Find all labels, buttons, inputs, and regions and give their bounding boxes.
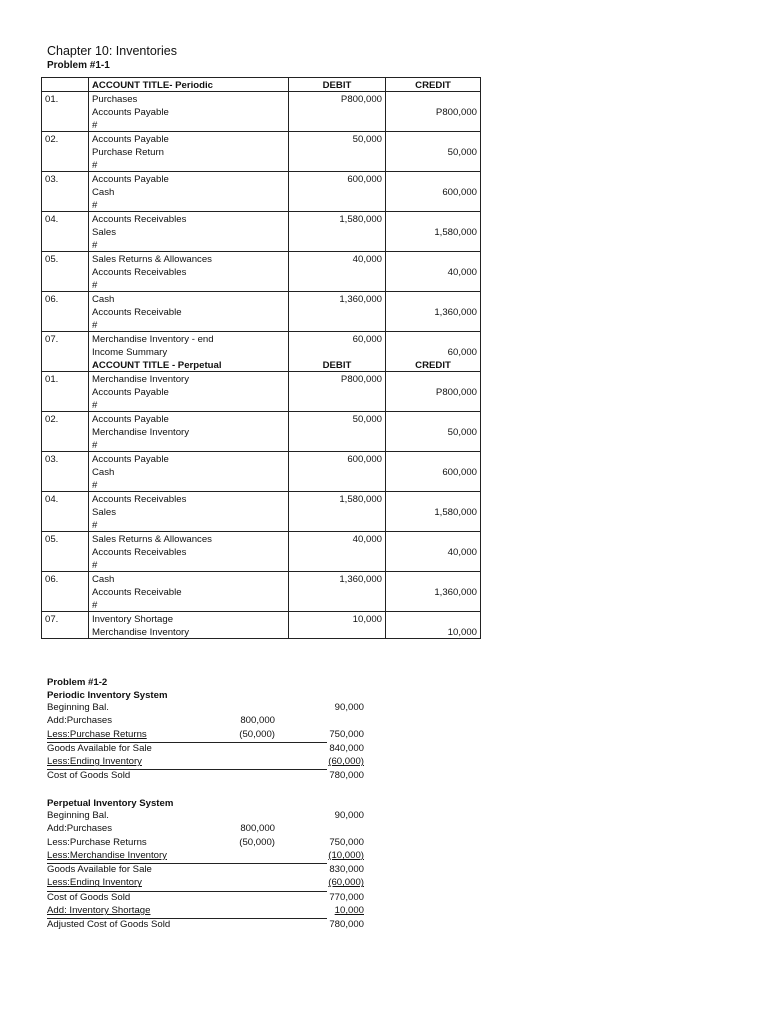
journal-entry-row [42, 252, 481, 266]
entry-number-empty [42, 585, 89, 598]
debit-amount: 600,000 [289, 452, 386, 466]
schedule-subtotal: (50,000) [239, 728, 275, 740]
journal-note-row [42, 398, 481, 412]
periodic-cogs-schedule [47, 676, 364, 784]
entry-number-empty [42, 105, 89, 118]
credit-amount: 1,360,000 [386, 585, 481, 598]
credit-amount: 50,000 [386, 425, 481, 438]
entry-number-empty [42, 518, 89, 532]
credit-account: Accounts Payable [89, 105, 289, 118]
debit-amount-empty [289, 145, 386, 158]
journal-entry-row [42, 105, 481, 118]
schedule-amount: 90,000 [334, 810, 364, 821]
debit-amount: P800,000 [289, 372, 386, 386]
problem-1-2-title: Problem #1-2 [47, 677, 108, 688]
debit-account: Sales Returns & Allowances [89, 252, 289, 266]
credit-account: Cash [89, 465, 289, 478]
debit-amount-empty [289, 425, 386, 438]
entry-number-empty [42, 478, 89, 492]
entry-number: 03. [42, 452, 89, 466]
journal-entry-row [42, 532, 481, 546]
entry-number: 07. [42, 612, 89, 626]
credit-amount-empty [386, 92, 481, 106]
credit-account: Sales [89, 225, 289, 238]
credit-header: CREDIT [386, 78, 481, 92]
entry-number: 04. [42, 212, 89, 226]
entry-note: # [89, 518, 289, 532]
entry-number-cell [42, 78, 89, 92]
schedule-row [47, 810, 364, 823]
credit-amount: P800,000 [386, 385, 481, 398]
periodic-header-row [42, 78, 481, 92]
credit-account: Accounts Receivable [89, 305, 289, 318]
debit-amount-empty [289, 265, 386, 278]
schedule-label: Beginning Bal. [47, 702, 109, 713]
journal-entry-row [42, 345, 481, 358]
journal-entry-row [42, 385, 481, 398]
entry-note: # [89, 158, 289, 172]
debit-amount-empty [289, 105, 386, 118]
perpetual-schedule-rows [47, 810, 364, 933]
journal-note-row [42, 558, 481, 572]
credit-account: Accounts Receivable [89, 585, 289, 598]
credit-amount: 60,000 [386, 345, 481, 358]
debit-account: Cash [89, 572, 289, 586]
credit-amount: 600,000 [386, 185, 481, 198]
journal-entry-row [42, 172, 481, 186]
journal-entry-row [42, 212, 481, 226]
entry-note: # [89, 278, 289, 292]
schedule-label: Cost of Goods Sold [47, 770, 131, 782]
debit-account: Purchases [89, 92, 289, 106]
schedule-label: Less:Purchase Returns [47, 728, 147, 740]
entry-number-empty [42, 505, 89, 518]
journal-note-row [42, 238, 481, 252]
credit-amount-empty [386, 332, 481, 346]
journal-entry-row [42, 572, 481, 586]
credit-header: CREDIT [386, 358, 481, 372]
credit-account: Accounts Receivables [89, 265, 289, 278]
credit-amount-empty [386, 252, 481, 266]
schedule-subtotal: (50,000) [239, 836, 275, 848]
journal-entry-row [42, 132, 481, 146]
schedule-amount: (60,000) [328, 756, 364, 768]
schedule-row [47, 715, 327, 728]
entry-number-empty [42, 318, 89, 332]
debit-amount-empty [289, 438, 386, 452]
schedule-amount: 750,000 [329, 728, 364, 740]
credit-amount-empty [386, 212, 481, 226]
credit-account: Merchandise Inventory [89, 425, 289, 438]
schedule-label: Cost of Goods Sold [47, 891, 131, 903]
debit-account: Accounts Receivables [89, 492, 289, 506]
entry-number: 05. [42, 532, 89, 546]
entry-number-empty [42, 345, 89, 358]
debit-amount-empty [289, 478, 386, 492]
schedule-row [47, 742, 364, 756]
journal-entry-row [42, 92, 481, 106]
debit-amount: 40,000 [289, 252, 386, 266]
debit-amount-empty [289, 318, 386, 332]
journal-note-row [42, 438, 481, 452]
journal-note-row [42, 478, 481, 492]
debit-header: DEBIT [289, 78, 386, 92]
account-title-header: ACCOUNT TITLE - Perpetual [89, 358, 289, 372]
schedule-label: Beginning Bal. [47, 810, 109, 821]
credit-amount-empty [386, 558, 481, 572]
entry-note: # [89, 598, 289, 612]
schedule-row [47, 770, 364, 783]
journal-entry-row [42, 612, 481, 626]
debit-account: Accounts Payable [89, 412, 289, 426]
debit-amount-empty [289, 238, 386, 252]
schedule-row [47, 836, 364, 850]
journal-entry-row [42, 372, 481, 386]
entry-note: # [89, 398, 289, 412]
entry-number-empty [42, 398, 89, 412]
journal-note-row [42, 598, 481, 612]
schedule-label: Add:Purchases [47, 823, 113, 835]
debit-amount: 1,360,000 [289, 572, 386, 586]
credit-amount-empty [386, 372, 481, 386]
debit-amount-empty [289, 225, 386, 238]
journal-entry-row [42, 225, 481, 238]
entry-note: # [89, 558, 289, 572]
credit-amount-empty [386, 318, 481, 332]
schedule-label: Less:Ending Inventory [47, 877, 142, 889]
chapter-title: Chapter 10: Inventories [47, 44, 177, 58]
periodic-schedule-rows [47, 702, 364, 784]
journal-body [42, 78, 481, 639]
schedule-label: Less:Purchase Returns [47, 836, 147, 848]
journal-entry-row [42, 305, 481, 318]
debit-amount-empty [289, 345, 386, 358]
schedule-amount: 10,000 [334, 905, 364, 917]
schedule-row [47, 702, 364, 715]
entry-number-empty [42, 118, 89, 132]
credit-amount-empty [386, 198, 481, 212]
entry-number-empty [42, 238, 89, 252]
credit-amount: 40,000 [386, 545, 481, 558]
entry-number: 01. [42, 92, 89, 106]
debit-account: Inventory Shortage [89, 612, 289, 626]
entry-number-empty [42, 278, 89, 292]
entry-note: # [89, 438, 289, 452]
perpetual-cogs-schedule [47, 797, 364, 933]
credit-amount: 10,000 [386, 625, 481, 639]
entry-number-empty [42, 198, 89, 212]
journal-note-row [42, 518, 481, 532]
schedule-row [47, 864, 364, 877]
journal-note-row [42, 278, 481, 292]
debit-amount: 600,000 [289, 172, 386, 186]
schedule-row [47, 756, 364, 770]
entry-number-empty [42, 625, 89, 639]
debit-amount: 1,580,000 [289, 492, 386, 506]
journal-note-row [42, 318, 481, 332]
journal-entry-row [42, 625, 481, 639]
credit-amount-empty [386, 598, 481, 612]
entry-number-empty [42, 438, 89, 452]
journal-entry-row [42, 265, 481, 278]
credit-amount-empty [386, 612, 481, 626]
credit-amount: 50,000 [386, 145, 481, 158]
entry-number: 05. [42, 252, 89, 266]
journal-entry-row [42, 145, 481, 158]
entry-number-empty [42, 465, 89, 478]
debit-amount: 1,360,000 [289, 292, 386, 306]
debit-amount: 10,000 [289, 612, 386, 626]
journal-entry-row [42, 332, 481, 346]
credit-amount-empty [386, 292, 481, 306]
schedule-subtotal: 800,000 [240, 823, 275, 835]
entry-number-empty [42, 185, 89, 198]
debit-amount-empty [289, 558, 386, 572]
credit-amount-empty [386, 518, 481, 532]
journal-entry-row [42, 585, 481, 598]
credit-account: Sales [89, 505, 289, 518]
schedule-row [47, 919, 364, 932]
schedule-label: Goods Available for Sale [47, 742, 152, 754]
schedule-row [47, 823, 327, 836]
journal-entry-row [42, 492, 481, 506]
problem-1-1-title: Problem #1-1 [47, 60, 110, 71]
credit-amount-empty [386, 452, 481, 466]
debit-account: Cash [89, 292, 289, 306]
journal-note-row [42, 118, 481, 132]
debit-amount-empty [289, 585, 386, 598]
debit-amount-empty [289, 625, 386, 639]
debit-account: Accounts Receivables [89, 212, 289, 226]
entry-number-empty [42, 545, 89, 558]
account-title-header: ACCOUNT TITLE- Periodic [89, 78, 289, 92]
schedule-label: Adjusted Cost of Goods Sold [47, 919, 171, 931]
debit-amount-empty [289, 278, 386, 292]
journal-entry-row [42, 412, 481, 426]
credit-amount-empty [386, 132, 481, 146]
entry-number: 02. [42, 132, 89, 146]
schedule-label: Less:Ending Inventory [47, 756, 142, 768]
schedule-row [47, 877, 364, 891]
entry-number-empty [42, 598, 89, 612]
credit-amount-empty [386, 438, 481, 452]
credit-amount: 40,000 [386, 265, 481, 278]
schedule-amount: 780,000 [329, 919, 364, 931]
credit-amount: 1,580,000 [386, 225, 481, 238]
debit-amount-empty [289, 198, 386, 212]
entry-number-empty [42, 158, 89, 172]
schedule-label: Add: Inventory Shortage [47, 905, 151, 917]
schedule-amount: 840,000 [329, 742, 364, 754]
entry-note: # [89, 318, 289, 332]
debit-amount-empty [289, 518, 386, 532]
debit-amount-empty [289, 158, 386, 172]
debit-amount-empty [289, 385, 386, 398]
entry-number-empty [42, 305, 89, 318]
perpetual-system-title: Perpetual Inventory System [47, 798, 174, 809]
entry-number-empty [42, 425, 89, 438]
credit-amount-empty [386, 172, 481, 186]
credit-account: Purchase Return [89, 145, 289, 158]
debit-account: Accounts Payable [89, 452, 289, 466]
entry-number: 01. [42, 372, 89, 386]
schedule-amount: 750,000 [329, 836, 364, 848]
schedule-amount: (60,000) [328, 877, 364, 889]
debit-amount: P800,000 [289, 92, 386, 106]
credit-amount-empty [386, 118, 481, 132]
credit-account: Merchandise Inventory [89, 625, 289, 639]
journal-entry-row [42, 425, 481, 438]
schedule-amount: 90,000 [334, 702, 364, 713]
schedule-row [47, 891, 364, 905]
debit-account: Merchandise Inventory - end [89, 332, 289, 346]
debit-amount: 1,580,000 [289, 212, 386, 226]
schedule-amount: 830,000 [329, 864, 364, 876]
credit-account: Income Summary [89, 345, 289, 358]
entry-number: 06. [42, 572, 89, 586]
schedule-label: Less:Merchandise Inventory [47, 849, 167, 861]
schedule-row [47, 728, 364, 743]
credit-amount-empty [386, 398, 481, 412]
debit-amount: 60,000 [289, 332, 386, 346]
credit-amount-empty [386, 532, 481, 546]
journal-entry-row [42, 505, 481, 518]
journal-entry-row [42, 545, 481, 558]
credit-amount-empty [386, 492, 481, 506]
entry-number-empty [42, 145, 89, 158]
debit-amount-empty [289, 185, 386, 198]
journal-entry-row [42, 452, 481, 466]
entry-number-empty [42, 558, 89, 572]
schedule-amount: (10,000) [328, 849, 364, 861]
debit-amount: 50,000 [289, 412, 386, 426]
schedule-amount: 780,000 [329, 770, 364, 782]
debit-amount-empty [289, 305, 386, 318]
credit-amount-empty [386, 572, 481, 586]
credit-amount: P800,000 [386, 105, 481, 118]
debit-amount-empty [289, 545, 386, 558]
entry-note: # [89, 118, 289, 132]
credit-amount-empty [386, 238, 481, 252]
entry-note: # [89, 478, 289, 492]
entry-number: 04. [42, 492, 89, 506]
schedule-label: Add:Purchases [47, 715, 113, 727]
entry-note: # [89, 198, 289, 212]
journal-entry-row [42, 465, 481, 478]
debit-account: Merchandise Inventory [89, 372, 289, 386]
debit-amount: 50,000 [289, 132, 386, 146]
entry-number-empty [42, 265, 89, 278]
debit-amount-empty [289, 118, 386, 132]
credit-amount: 1,580,000 [386, 505, 481, 518]
periodic-system-title: Periodic Inventory System [47, 690, 168, 701]
schedule-row [47, 905, 364, 919]
credit-amount-empty [386, 478, 481, 492]
debit-amount-empty [289, 398, 386, 412]
schedule-row [47, 849, 364, 864]
credit-account: Accounts Receivables [89, 545, 289, 558]
journal-note-row [42, 158, 481, 172]
schedule-label: Goods Available for Sale [47, 864, 152, 876]
entry-number: 07. [42, 332, 89, 346]
debit-account: Accounts Payable [89, 172, 289, 186]
debit-amount-empty [289, 505, 386, 518]
credit-amount-empty [386, 278, 481, 292]
entry-number-empty [42, 225, 89, 238]
credit-account: Accounts Payable [89, 385, 289, 398]
credit-amount: 1,360,000 [386, 305, 481, 318]
schedule-subtotal: 800,000 [240, 715, 275, 727]
schedule-amount: 770,000 [329, 891, 364, 903]
credit-amount-empty [386, 412, 481, 426]
credit-amount-empty [386, 158, 481, 172]
journal-entry-row [42, 185, 481, 198]
debit-amount-empty [289, 465, 386, 478]
journal-entry-row [42, 292, 481, 306]
debit-amount-empty [289, 598, 386, 612]
journal-table [41, 77, 481, 639]
entry-number: 02. [42, 412, 89, 426]
entry-number: 03. [42, 172, 89, 186]
debit-header: DEBIT [289, 358, 386, 372]
perpetual-header-row [42, 358, 481, 372]
journal-note-row [42, 198, 481, 212]
debit-account: Accounts Payable [89, 132, 289, 146]
credit-amount: 600,000 [386, 465, 481, 478]
entry-number-empty [42, 385, 89, 398]
entry-note: # [89, 238, 289, 252]
entry-number: 06. [42, 292, 89, 306]
entry-number-cell [42, 358, 89, 372]
debit-amount: 40,000 [289, 532, 386, 546]
credit-account: Cash [89, 185, 289, 198]
debit-account: Sales Returns & Allowances [89, 532, 289, 546]
